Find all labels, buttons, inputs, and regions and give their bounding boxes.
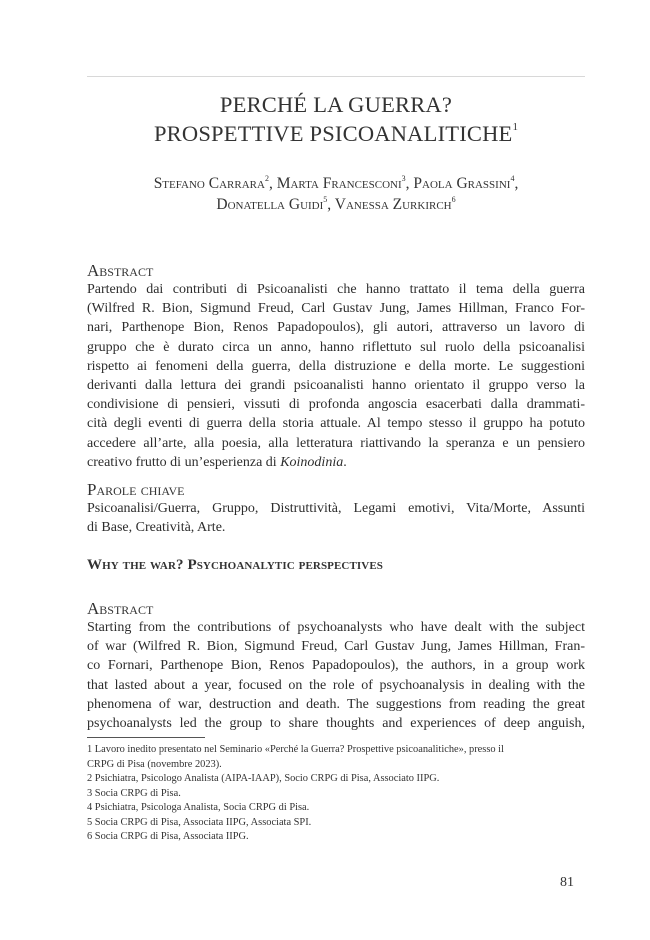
author-name: Stefano Carrara — [153, 175, 265, 192]
article-title-text: PROSPETTIVE PSICOANALITICHE — [153, 121, 513, 146]
footnote-2: 2 Psichiatra, Psicologo Analista (AIPA-IAAP), Socio CRPG di Pisa, Associato IIPG. — [87, 773, 440, 784]
keywords-it-heading: Parole chiave — [87, 480, 185, 499]
footnote-5: 5 Socia CRPG di Pisa, Associata IIPG, Associata SPI. — [87, 816, 312, 828]
abstract-en-line: co Fornari, Parthenope Bion, Renos Papadopoulos), the authors, in a group work — [87, 658, 585, 674]
abstract-it-line: cità degli eventi di guerra della storia attuale. Al tempo stesso il gruppo ha potuto — [87, 416, 585, 432]
author-name: Donatella Guidi — [216, 196, 324, 213]
authors-line1: Stefano Carrara$^2$, Marta Francesconi$^3$, Paola Grassini$^4$, — [153, 174, 519, 192]
abstract-it-line: Partendo dai contributi di Psicoanalisti che hanno trattato il tema della guerra — [87, 282, 585, 297]
english-title: Why the war? Psychoanalytic perspectives — [87, 557, 383, 573]
footnote-1-cont: CRPG di Pisa (novembre 2023). — [87, 758, 222, 770]
abstract-it-line: rispetto ai fenomeni della guerra, della distruzione e della morte. Le suggestioni — [87, 358, 585, 374]
abstract-it-last-line — [87, 453, 585, 472]
author-footnote-mark: 2 — [264, 174, 269, 183]
abstract-en-line: of war (Wilfred R. Bion, Sigmund Freud, Carl Gustav Jung, James Hillman, Fran- — [87, 639, 585, 655]
abstract-it-line: gruppo che è durato circa un anno, hanno riflettuto sul ruolo della psicoanalisi — [87, 339, 585, 355]
page-number: 81 — [560, 875, 574, 890]
article-title-line1: PERCHÉ LA GUERRA? — [219, 92, 453, 117]
footnote-3: 3 Socia CRPG di Pisa. — [87, 787, 181, 799]
title-footnote-mark: 1 — [512, 121, 519, 133]
author-footnote-mark: 5 — [323, 195, 328, 204]
keywords-it-body — [87, 499, 585, 537]
abstract-it-last-text: creativo frutto di un’esperienza di — [87, 454, 281, 470]
abstract-en-line: Starting from the contributions of psychoanalysts who have dealt with the subject — [87, 620, 585, 635]
abstract-it-period: . — [343, 454, 347, 470]
author-name: Paola Grassini — [413, 175, 511, 192]
author-footnote-mark: 6 — [451, 195, 456, 204]
author-footnote-mark: 3 — [401, 174, 406, 183]
footnote-1: 1 Lavoro inedito presentato nel Seminario «Perché la Guerra? Prospettive psicoanalitiche», presso il — [87, 744, 504, 755]
keywords-line: Psicoanalisi/Guerra, Gruppo, Distruttività, Legami emotivi, Vita/Morte, Assunti — [87, 501, 585, 516]
article-title-line2 — [87, 121, 585, 147]
abstract-en-body — [87, 618, 585, 733]
header-rule — [87, 76, 585, 77]
abstract-it-line: accedere all’arte, alla poesia, alla letteratura riattivando la speranza e un pensiero — [87, 435, 585, 451]
footnote-4: 4 Psichiatra, Psicologa Analista, Socia CRPG di Pisa. — [87, 802, 310, 813]
abstract-en-heading: Abstract — [87, 599, 154, 618]
footnote-6: 6 Socia CRPG di Pisa, Associata IIPG. — [87, 831, 249, 842]
footnote-rule — [87, 737, 205, 738]
abstract-en-line: that lasted about a year, focused on the role of psychoanalysis in dealing with the — [87, 677, 585, 693]
koinodinia-term: Koinodinia — [280, 454, 344, 470]
abstract-en-line: phenomena of war, destruction and death. The suggestions from reading the great — [87, 696, 585, 712]
author-name: Vanessa Zurkirch — [334, 196, 452, 213]
abstract-en-line: psychoanalysts led the group to share thoughts and experiences of deep anguish, — [87, 716, 585, 732]
abstract-it-heading: Abstract — [87, 261, 154, 280]
abstract-it-line: condivisione di pensieri, vissuti di profonda angoscia esacerbati dalla drammati- — [87, 397, 585, 413]
author-footnote-mark: 4 — [510, 174, 515, 183]
abstract-it-body — [87, 280, 585, 472]
footnotes — [87, 743, 585, 845]
abstract-it-line: derivanti dalla lettura dei grandi psicoanalisti hanno orientato il gruppo verso la — [87, 378, 585, 394]
abstract-it-line: (Wilfred R. Bion, Sigmund Freud, Carl Gustav Jung, James Hillman, Franco For- — [87, 301, 585, 317]
abstract-it-line: nari, Parthenope Bion, Renos Papadopoulos), gli autori, attraverso un lavoro di — [87, 320, 585, 336]
keywords-line: di Base, Creatività, Arte. — [87, 520, 226, 536]
author-name: Marta Francesconi — [276, 175, 402, 192]
authors-line2: Donatella Guidi$^5$, Vanessa Zurkirch$^6$ — [216, 195, 456, 213]
